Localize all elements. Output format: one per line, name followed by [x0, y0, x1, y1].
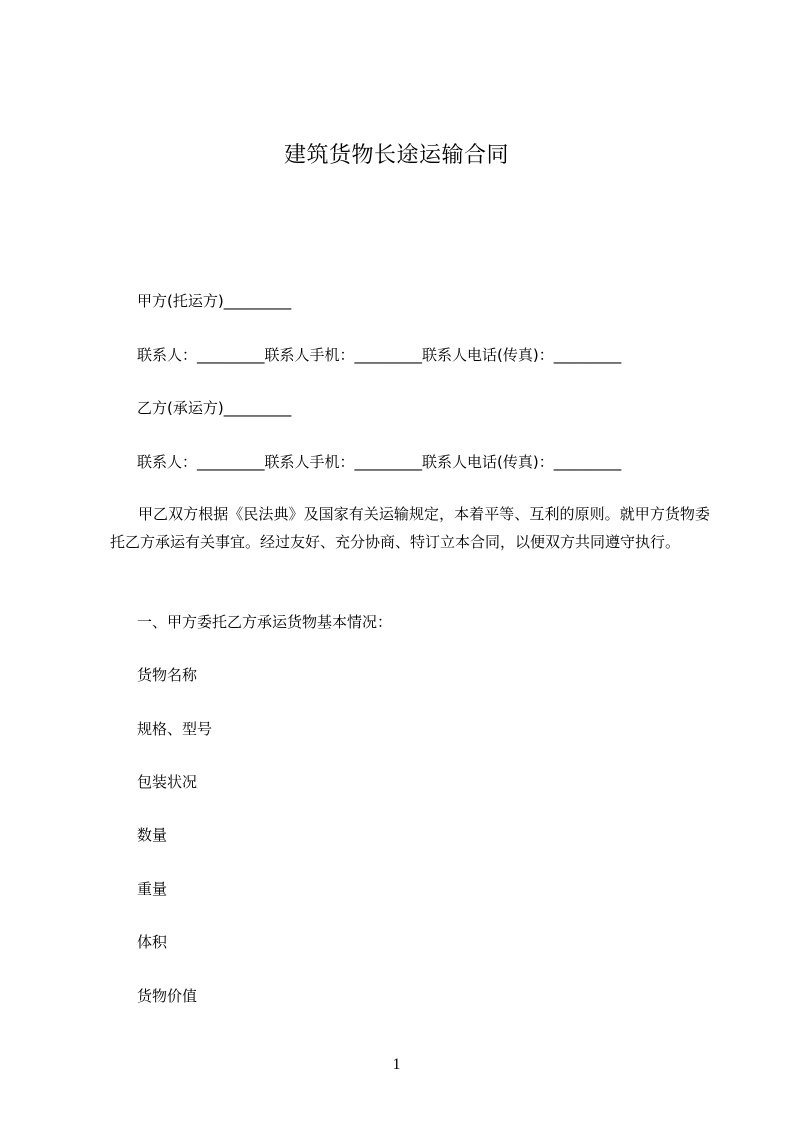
contact-b-line: 联系人：_________联系人手机：_________联系人电话(传真)：_________	[137, 453, 622, 471]
section-1-heading: 一、甲方委托乙方承运货物基本情况：	[137, 613, 393, 631]
list-item-goods-value: 货物价值	[137, 987, 198, 1005]
list-item-volume: 体积	[137, 933, 168, 951]
document-title: 建筑货物长途运输合同	[283, 143, 509, 168]
intro-paragraph: 甲乙双方根据《民法典》及国家有关运输规定，本着平等、互利的原则。就甲方货物委托乙方承运有关事宜。经过友好、充分协商、特订立本合同，以便双方共同遵守执行。	[110, 505, 710, 551]
page-number: 1	[392, 1056, 401, 1073]
list-item-packaging: 包装状况	[137, 773, 198, 791]
contact-a-line: 联系人：_________联系人手机：_________联系人电话(传真)：_________	[137, 346, 622, 364]
list-item-quantity: 数量	[137, 826, 168, 844]
list-item-weight: 重量	[137, 880, 168, 898]
party-b-line: 乙方(承运方)_________	[137, 399, 292, 417]
party-a-line: 甲方(托运方)_________	[137, 292, 292, 310]
list-item-goods-name: 货物名称	[137, 666, 198, 684]
list-item-spec-model: 规格、型号	[137, 720, 213, 738]
